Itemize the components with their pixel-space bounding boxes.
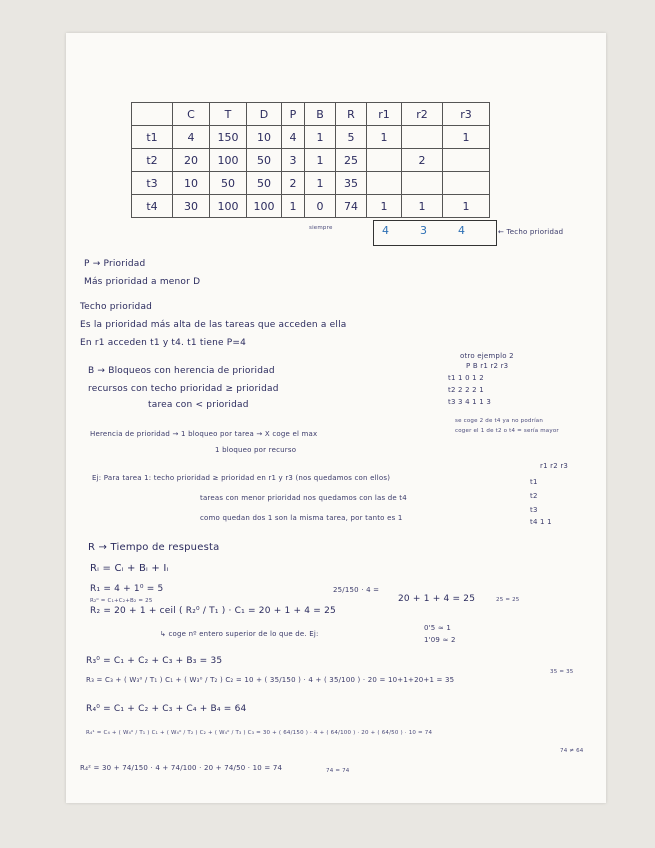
cell: [402, 126, 443, 149]
cell: 30: [173, 195, 210, 218]
header-cell: r2: [402, 103, 443, 126]
ceiling-r1: 4: [382, 224, 390, 237]
ej-line2: tareas con menor prioridad nos quedamos con las de t4: [200, 494, 407, 502]
otro-note: se coge 2 de t4 ya no podrían: [455, 418, 544, 424]
cell: 1: [367, 195, 402, 218]
header-cell: D: [247, 103, 282, 126]
cell: 2: [402, 149, 443, 172]
eq-ri: Rᵢ = Cᵢ + Bᵢ + Iᵢ: [90, 563, 169, 574]
mini-row: t2: [530, 492, 538, 500]
cell: 100: [210, 195, 247, 218]
eq-r4a: R₄⁰ = C₁ + C₂ + C₃ + C₄ + B₄ = 64: [86, 704, 247, 714]
mini-head: r1 r2 r3: [540, 462, 569, 470]
ej-line3: como quedan dos 1 son la misma tarea, por tanto es 1: [200, 514, 403, 522]
cell: 1: [402, 195, 443, 218]
eq-r4c: R₄² = 30 + 74/150 · 4 + 74/100 · 20 + 74/50 · 10 = 74: [80, 764, 283, 772]
siempre-note: siempre: [309, 225, 333, 231]
eq-r3b: 35 = 35: [550, 669, 574, 675]
b-rec: recursos con techo prioridad ≥ prioridad: [88, 384, 279, 394]
eq-r4d: 74 = 74: [326, 768, 350, 774]
table-row: [132, 172, 490, 195]
cell: 150: [210, 126, 247, 149]
otro-title: otro ejemplo 2: [460, 352, 514, 360]
eq-r4: R₄¹ = C₄ + ( W₄⁰ / T₁ ) C₁ + ( W₄⁰ / T₂ ) C₂ + ( W₄⁰ / T₃ ) C₃ = 30 + ( 64/150 ) · 4 + ( 64/100 ) · 20 + ( 64/50 ) · 10 = 74: [86, 730, 433, 736]
b-line: B → Bloqueos con herencia de prioridad: [88, 366, 275, 376]
table-header-row: [132, 103, 490, 126]
cell: t2: [132, 149, 173, 172]
cell: 25: [336, 149, 367, 172]
p-line: P → Prioridad: [84, 259, 146, 269]
ceiling-r3: 4: [458, 224, 466, 237]
cell: 100: [210, 149, 247, 172]
ceiling-box: [373, 220, 497, 246]
mini-row: t1: [530, 478, 538, 486]
p-sub: Más prioridad a menor D: [84, 277, 201, 287]
otro-note: coger el 1 de t2 o t4 = sería mayor: [455, 428, 559, 434]
techo-title: Techo prioridad: [80, 302, 153, 312]
header-cell: T: [210, 103, 247, 126]
eq-ceil-ex1: 0'5 ≈ 1: [424, 624, 452, 632]
ceiling-r2: 3: [420, 224, 428, 237]
table-row: [132, 149, 490, 172]
cell: t1: [132, 126, 173, 149]
cell: 1: [305, 149, 336, 172]
cell: 1: [443, 195, 490, 218]
mini-row: t4 1 1: [530, 518, 552, 526]
header-cell: [132, 103, 173, 126]
cell: 5: [336, 126, 367, 149]
cell: 1: [443, 126, 490, 149]
otro-row: t1 1 0 1 2: [448, 374, 484, 382]
otro-row: t2 2 2 2 1: [448, 386, 484, 394]
cell: 1: [282, 195, 305, 218]
eq-r2: R₂ = 20 + 1 + ceil ( R₂⁰ / T₁ ) · C₁ = 20 + 1 + 4 = 25: [90, 606, 336, 616]
b-rec2: tarea con < prioridad: [148, 400, 249, 410]
cell: 10: [173, 172, 210, 195]
eq-ceil-ex2: 1'09 ≈ 2: [424, 636, 456, 644]
cell: 35: [336, 172, 367, 195]
header-cell: P: [282, 103, 305, 126]
mini-row: t3: [530, 506, 538, 514]
herencia2: 1 bloqueo por recurso: [215, 446, 297, 454]
cell: t3: [132, 172, 173, 195]
table-row: [132, 126, 490, 149]
table-row: [132, 195, 490, 218]
cell: 1: [367, 126, 402, 149]
eq-r2b: 20 + 1 + 4 = 25: [398, 594, 476, 604]
eq-r1: R₁ = 4 + 1⁰ = 5: [90, 584, 164, 594]
otro-head: P B r1 r2 r3: [466, 362, 509, 370]
eq-r3: R₃ = C₃ + ( W₃⁰ / T₁ ) C₁ + ( W₃⁰ / T₂ ) C₂ = 10 + ( 35/150 ) · 4 + ( 35/100 ) · 20 = 10+1+20+1 = 35: [86, 676, 455, 684]
eq-r2frac: 25/150 · 4 =: [333, 586, 380, 594]
cell: [443, 172, 490, 195]
cell: 50: [210, 172, 247, 195]
header-cell: r1: [367, 103, 402, 126]
header-cell: R: [336, 103, 367, 126]
cell: [402, 172, 443, 195]
cell: 3: [282, 149, 305, 172]
cell: 4: [282, 126, 305, 149]
cell: [367, 172, 402, 195]
header-cell: C: [173, 103, 210, 126]
cell: t4: [132, 195, 173, 218]
cell: 10: [247, 126, 282, 149]
cell: 4: [173, 126, 210, 149]
otro-row: t3 3 4 1 1 3: [448, 398, 491, 406]
ceiling-label: ← Techo prioridad: [498, 228, 564, 236]
herencia: Herencia de prioridad → 1 bloqueo por tarea → X coge el max: [90, 430, 318, 438]
cell: 100: [247, 195, 282, 218]
techo-def: Es la prioridad más alta de las tareas que acceden a ella: [80, 320, 347, 330]
eq-r3a: R₃⁰ = C₁ + C₂ + C₃ + B₃ = 35: [86, 656, 223, 666]
cell: 50: [247, 172, 282, 195]
eq-r4b: 74 ≠ 64: [560, 748, 584, 754]
cell: 0: [305, 195, 336, 218]
cell: 1: [305, 172, 336, 195]
eq-ceil: ↳ coge nº entero superior de lo que de. Ej:: [160, 630, 319, 638]
cell: [367, 149, 402, 172]
task-table: [131, 102, 490, 218]
header-cell: B: [305, 103, 336, 126]
cell: 20: [173, 149, 210, 172]
eq-r2c: 25 = 25: [496, 597, 520, 603]
cell: 2: [282, 172, 305, 195]
cell: [443, 149, 490, 172]
cell: 1: [305, 126, 336, 149]
eq-r2a: R₂⁰ = C₁+C₂+B₂ = 25: [90, 598, 153, 604]
cell: 50: [247, 149, 282, 172]
techo-ex: En r1 acceden t1 y t4. t1 tiene P=4: [80, 338, 247, 348]
header-cell: r3: [443, 103, 490, 126]
r-title: R → Tiempo de respuesta: [88, 542, 220, 553]
ej-line: Ej: Para tarea 1: techo prioridad ≥ prioridad en r1 y r3 (nos quedamos con ellos): [92, 474, 391, 482]
cell: 74: [336, 195, 367, 218]
